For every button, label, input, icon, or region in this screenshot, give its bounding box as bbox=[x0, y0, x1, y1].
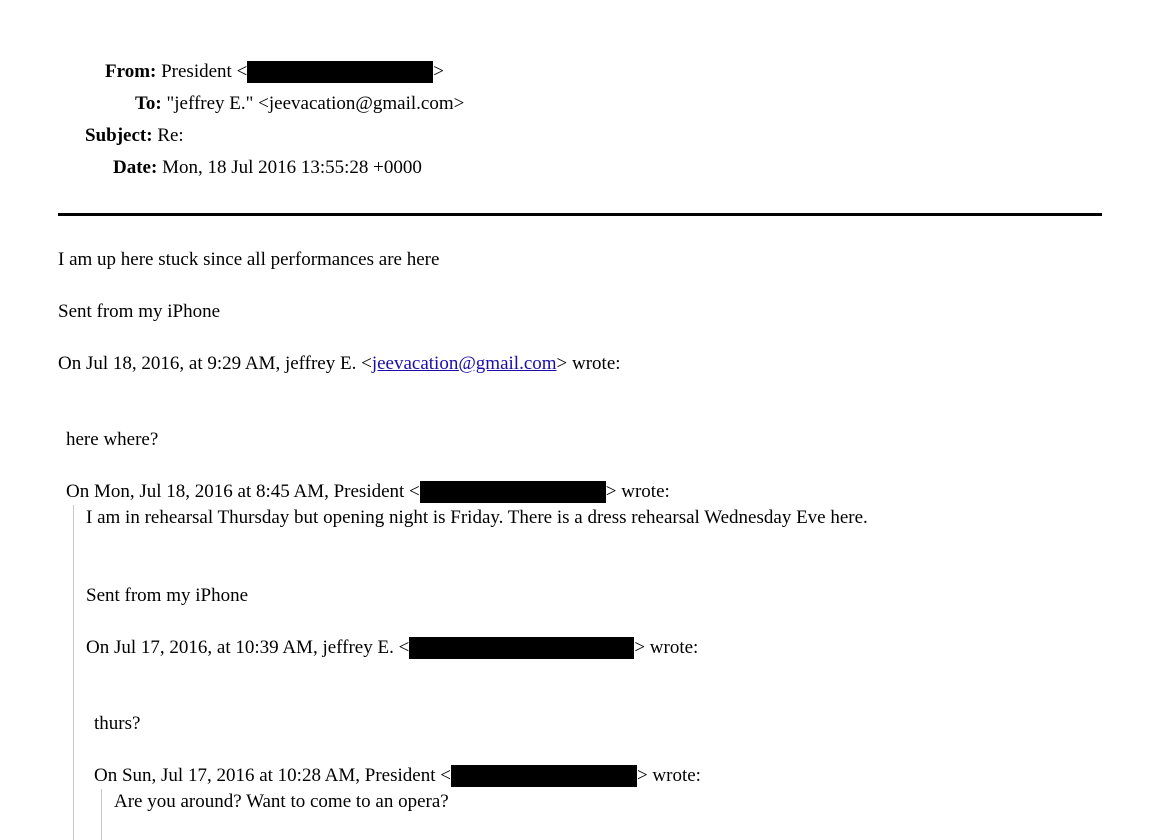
reply-thurs: thurs? bbox=[94, 713, 141, 734]
subject-label: Subject: bbox=[85, 125, 153, 146]
quote-bar bbox=[101, 789, 102, 840]
date-label: Date: bbox=[113, 157, 158, 178]
sent-from-2: Sent from my iPhone bbox=[86, 585, 249, 606]
reply-here-where: here where? bbox=[66, 429, 159, 450]
quote4-text: Are you around? Want to come to an opera? bbox=[114, 791, 449, 812]
redaction-block bbox=[247, 61, 433, 83]
quote2-attr-suffix: > wrote: bbox=[605, 481, 670, 502]
quote1-attr-prefix: On Jul 18, 2016, at 9:29 AM, jeffrey E. < bbox=[58, 353, 372, 374]
from-close: > bbox=[433, 61, 445, 82]
header-date-row bbox=[113, 157, 422, 179]
quote4-attribution bbox=[94, 765, 701, 787]
quote4-attr-prefix: On Sun, Jul 17, 2016 at 10:28 AM, President < bbox=[94, 765, 451, 786]
from-label: From: bbox=[105, 61, 157, 82]
header-subject-row bbox=[85, 125, 184, 147]
redaction-block bbox=[451, 765, 637, 787]
quote1-attr-suffix: > wrote: bbox=[556, 353, 621, 374]
sent-from-1: Sent from my iPhone bbox=[58, 301, 221, 322]
header-from-row bbox=[105, 61, 444, 83]
redaction-block bbox=[420, 481, 606, 503]
quote3-attr-suffix: > wrote: bbox=[634, 637, 699, 658]
from-name: President < bbox=[161, 61, 248, 82]
quote3-attribution bbox=[86, 637, 698, 659]
quote-bar bbox=[73, 505, 74, 840]
quote3-attr-prefix: On Jul 17, 2016, at 10:39 AM, jeffrey E. < bbox=[86, 637, 410, 658]
quote2-attribution bbox=[66, 481, 670, 503]
date-value: Mon, 18 Jul 2016 13:55:28 +0000 bbox=[162, 157, 422, 178]
body-line-1: I am up here stuck since all performances are here bbox=[58, 249, 440, 270]
quote4-attr-suffix: > wrote: bbox=[636, 765, 701, 786]
subject-value: Re: bbox=[157, 125, 184, 146]
to-label: To: bbox=[135, 93, 162, 114]
to-value: "jeffrey E." <jeevacation@gmail.com> bbox=[166, 93, 465, 114]
email-link[interactable]: jeevacation@gmail.com bbox=[371, 353, 557, 374]
header-divider bbox=[58, 213, 1102, 216]
header-to-row bbox=[135, 93, 464, 115]
quote1-attribution bbox=[58, 353, 621, 375]
redaction-block bbox=[409, 637, 634, 659]
quote2-attr-prefix: On Mon, Jul 18, 2016 at 8:45 AM, President < bbox=[66, 481, 420, 502]
quote2-text: I am in rehearsal Thursday but opening night is Friday. There is a dress rehearsal Wednesday Eve here. bbox=[86, 507, 868, 528]
